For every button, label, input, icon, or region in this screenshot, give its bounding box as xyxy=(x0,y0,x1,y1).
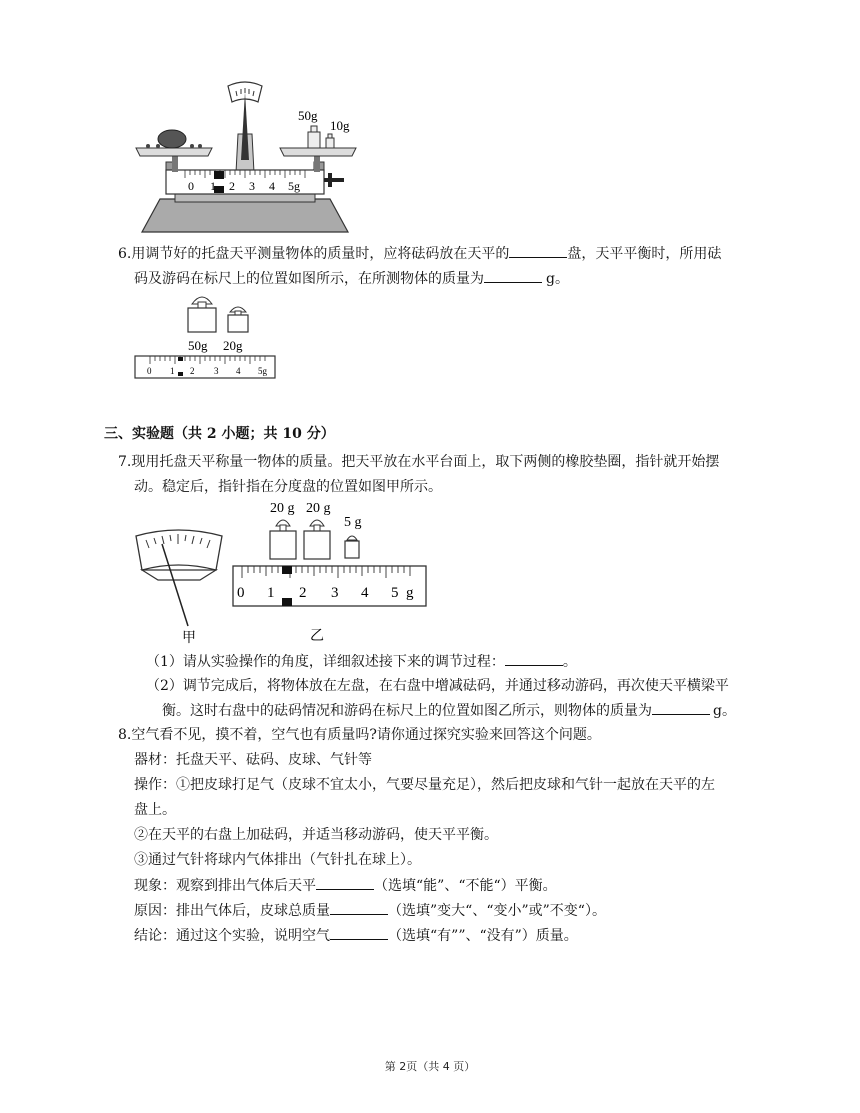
q6-label-50g: 50g xyxy=(188,338,208,353)
q8-reason-text: 原因：排出气体后，皮球总质量 xyxy=(134,903,330,919)
q6-weights-and-scale-figure xyxy=(130,288,280,382)
q8-operation-1: 操作：①把皮球打足气（皮球不宜太小，气要尽量充足），然后把皮球和气针一起放在天平的左 xyxy=(134,777,715,793)
q7-sub2-line-1: （2）调节完成后，将物体放在左盘，在右盘中增减砝码，并通过移动游码，再次使天平横梁平 xyxy=(146,678,729,694)
q6-number: 6. xyxy=(118,246,132,262)
scale-tick-3: 3 xyxy=(249,179,255,193)
q6-line-1 xyxy=(118,243,721,264)
q8-conclusion xyxy=(134,925,578,946)
q8-reason-options: （选填”变大“、“变小”或”不变“）。 xyxy=(388,903,606,919)
q7-label-yi: 乙 xyxy=(310,629,324,644)
q8-text-1: 空气看不见，摸不着，空气也有质量吗?请你通过探究实验来回答这个问题。 xyxy=(131,727,601,743)
q7-line-2: 动。稳定后，指针指在分度盘的位置如图甲所示。 xyxy=(134,479,442,495)
q7-line-1 xyxy=(118,452,719,472)
q7-dial-figure-jia xyxy=(130,526,230,646)
scale-tick-1: 1 xyxy=(210,179,216,193)
q6-tick-3: 3 xyxy=(214,366,219,376)
q8-phenomenon-options: （选填“能”、“不能“）平衡。 xyxy=(374,878,557,894)
q7-sub1-end: 。 xyxy=(562,654,577,670)
q7-sub2-text: 衡。这时右盘中的砝码情况和游码在标尺上的位置如图乙所示，则物体的质量为 xyxy=(162,703,652,719)
q8-materials: 器材：托盘天平、砝码、皮球、气针等 xyxy=(134,752,372,768)
q7-label-20g-a: 20 g xyxy=(270,501,295,516)
q8-conclusion-options: （选填“有””、“没有”）质量。 xyxy=(388,928,578,944)
q8-conclusion-text: 结论：通过这个实验，说明空气 xyxy=(134,928,330,944)
q6-tick-2: 2 xyxy=(190,366,195,376)
q7-sub2-line-2 xyxy=(162,700,736,721)
q7-blank-process[interactable] xyxy=(505,651,563,666)
scale-tick-5: 5g xyxy=(288,179,300,193)
q6-tick-0: 0 xyxy=(147,366,152,376)
q8-blank-reason[interactable] xyxy=(330,900,388,915)
q8-number: 8. xyxy=(118,727,132,743)
scale-tick-4: 4 xyxy=(269,179,275,193)
q6-tick-5: 5g xyxy=(258,366,267,376)
q8-operation-2: ②在天平的右盘上加砝码，并适当移动游码，使天平平衡。 xyxy=(134,827,498,843)
q6-blank-mass[interactable] xyxy=(484,268,542,283)
q7-sub2-end: g。 xyxy=(713,703,736,719)
q7-tick-0: 0 xyxy=(237,585,245,601)
scale-tick-0: 0 xyxy=(188,179,194,193)
q8-operation-3: ③通过气针将球内气体排出（气针扎在球上）。 xyxy=(134,852,421,868)
q8-operation-1-cont: 盘上。 xyxy=(134,802,176,818)
q8-phenomenon-text: 现象：观察到排出气体后天平 xyxy=(134,878,316,894)
q8-reason xyxy=(134,900,606,921)
q8-line-1 xyxy=(118,725,601,745)
q6-text-2b: g。 xyxy=(546,271,569,287)
balance-scale-figure xyxy=(130,74,360,234)
q7-tick-unit: g xyxy=(406,585,414,601)
q7-tick-2: 2 xyxy=(299,585,307,601)
q7-weights-scale-figure-yi xyxy=(230,496,430,648)
weight-label-50g: 50g xyxy=(298,108,318,123)
q7-tick-4: 4 xyxy=(361,585,369,601)
page-footer: 第 2页（共 4 页） xyxy=(384,1060,476,1073)
q6-blank-pan[interactable] xyxy=(509,243,567,258)
scale-tick-2: 2 xyxy=(229,179,235,193)
q7-blank-mass[interactable] xyxy=(652,700,710,715)
q7-number: 7. xyxy=(118,454,132,470)
q7-text-1: 现用托盘天平称量一物体的质量。把天平放在水平台面上，取下两侧的橡胶垫圈，指针就开始摆 xyxy=(131,454,720,470)
section-3-title: 三、实验题（共 2 小题；共 10 分） xyxy=(104,426,335,442)
q7-label-20g-b: 20 g xyxy=(306,501,331,516)
q7-label-jia: 甲 xyxy=(182,631,196,646)
q6-text-1a: 用调节好的托盘天平测量物体的质量时，应将砝码放在天平的 xyxy=(131,246,510,262)
q6-line-2 xyxy=(134,268,569,289)
weight-label-10g: 10g xyxy=(330,118,350,133)
q7-tick-5: 5 xyxy=(391,585,399,601)
q7-sub1 xyxy=(146,651,577,672)
q6-label-20g: 20g xyxy=(223,338,243,353)
q7-tick-3: 3 xyxy=(331,585,339,601)
q7-tick-1: 1 xyxy=(267,585,275,601)
q7-label-5g: 5 g xyxy=(344,515,362,530)
q6-text-1b: 盘，天平平衡时，所用砝 xyxy=(567,246,722,262)
q8-blank-phenomenon[interactable] xyxy=(316,875,374,890)
q6-text-2a: 码及游码在标尺上的位置如图所示，在所测物体的质量为 xyxy=(134,271,484,287)
q8-phenomenon xyxy=(134,875,557,896)
q6-tick-1: 1 xyxy=(170,366,175,376)
q6-tick-4: 4 xyxy=(236,366,241,376)
q7-sub1-text: （1）请从实验操作的角度，详细叙述接下来的调节过程： xyxy=(146,654,505,670)
q8-blank-conclusion[interactable] xyxy=(330,925,388,940)
